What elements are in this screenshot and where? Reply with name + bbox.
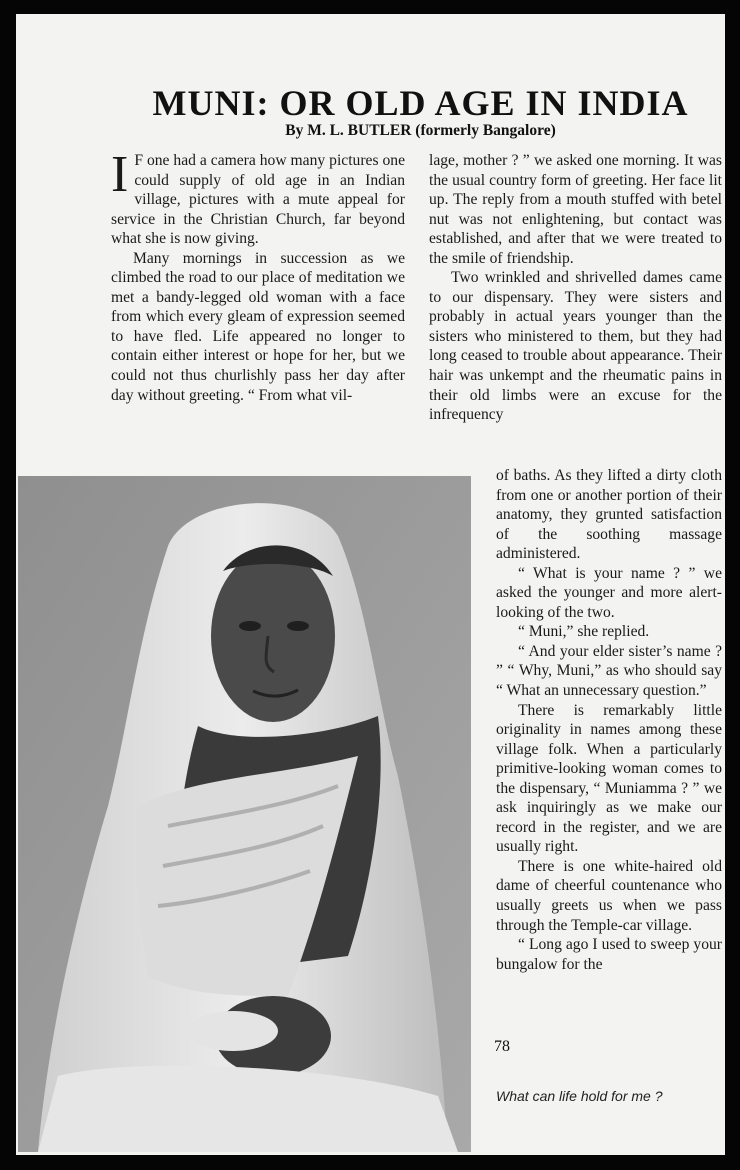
- photo-caption: What can life hold for me ?: [496, 1088, 663, 1104]
- paragraph: [111, 146, 405, 249]
- paragraph: “ Muni,” she replied.: [518, 623, 650, 641]
- paragraph: There is remarkably little originality in names among these village folk. When a particularly primitive-looking woman comes to the dispensary, “ Muniamma ? ” we ask inquiringly as we make our record in the register, and we are usually right.: [496, 701, 722, 856]
- paragraph: Two wrinkled and shrivelled dames came to our dispensary. They were sisters and probably in actual years younger than the sisters who ministered to them, but they had long ceased to trouble about appearance. Their hair was unkempt and the rheumatic pains in their old limbs were an excuse for the infrequency: [429, 269, 722, 424]
- column-3: [496, 466, 722, 974]
- page-number: 78: [494, 1038, 510, 1055]
- paragraph: There is one white-haired old dame of cheerful countenance who usually greets us when we pass through the Temple-car village.: [496, 857, 722, 934]
- paragraph: Many mornings in succession as we climbed the road to our place of meditation we met a bandy-legged old woman with a face from which every gleam of expression seemed to have fled. Life appeared no longer to contain either interest or hope for her, but we could not thus churlishly pass her day after day without greeting. “ From what vil-: [111, 249, 405, 404]
- paragraph: “ And your elder sister’s name ? ” “ Why, Muni,” as who should say “ What an unnecessary question.”: [496, 642, 722, 700]
- drop-cap: I: [111, 146, 129, 203]
- paragraph-text: F one had a camera how many pictures one could supply of old age in an Indian village, pictures with a mute appeal for service in the Christian Church, far beyond what she is now giving.: [111, 152, 405, 248]
- paragraph: “ What is your name ? ” we asked the younger and more alert-looking of the two.: [496, 564, 722, 621]
- paragraph: of baths. As they lifted a dirty cloth from one or another portion of their anatomy, they grunted satisfaction of the soothing massage administered.: [496, 467, 722, 563]
- paragraph: “ Long ago I used to sweep your bungalow for the: [496, 936, 722, 973]
- magazine-page: [16, 14, 725, 1155]
- column-2: [429, 151, 722, 425]
- portrait-photo: [18, 476, 471, 1152]
- paragraph: lage, mother ? ” we asked one morning. It was the usual country form of greeting. Her face lit up. The reply from a mouth stuffed with betel nut was not enlightening, but contact was established, and after that we were treated to the smile of friendship.: [429, 152, 722, 267]
- article-title: MUNI: OR OLD AGE IN INDIA: [152, 83, 689, 123]
- column-1: [111, 146, 405, 405]
- article-byline: By M. L. BUTLER (formerly Bangalore): [285, 122, 556, 139]
